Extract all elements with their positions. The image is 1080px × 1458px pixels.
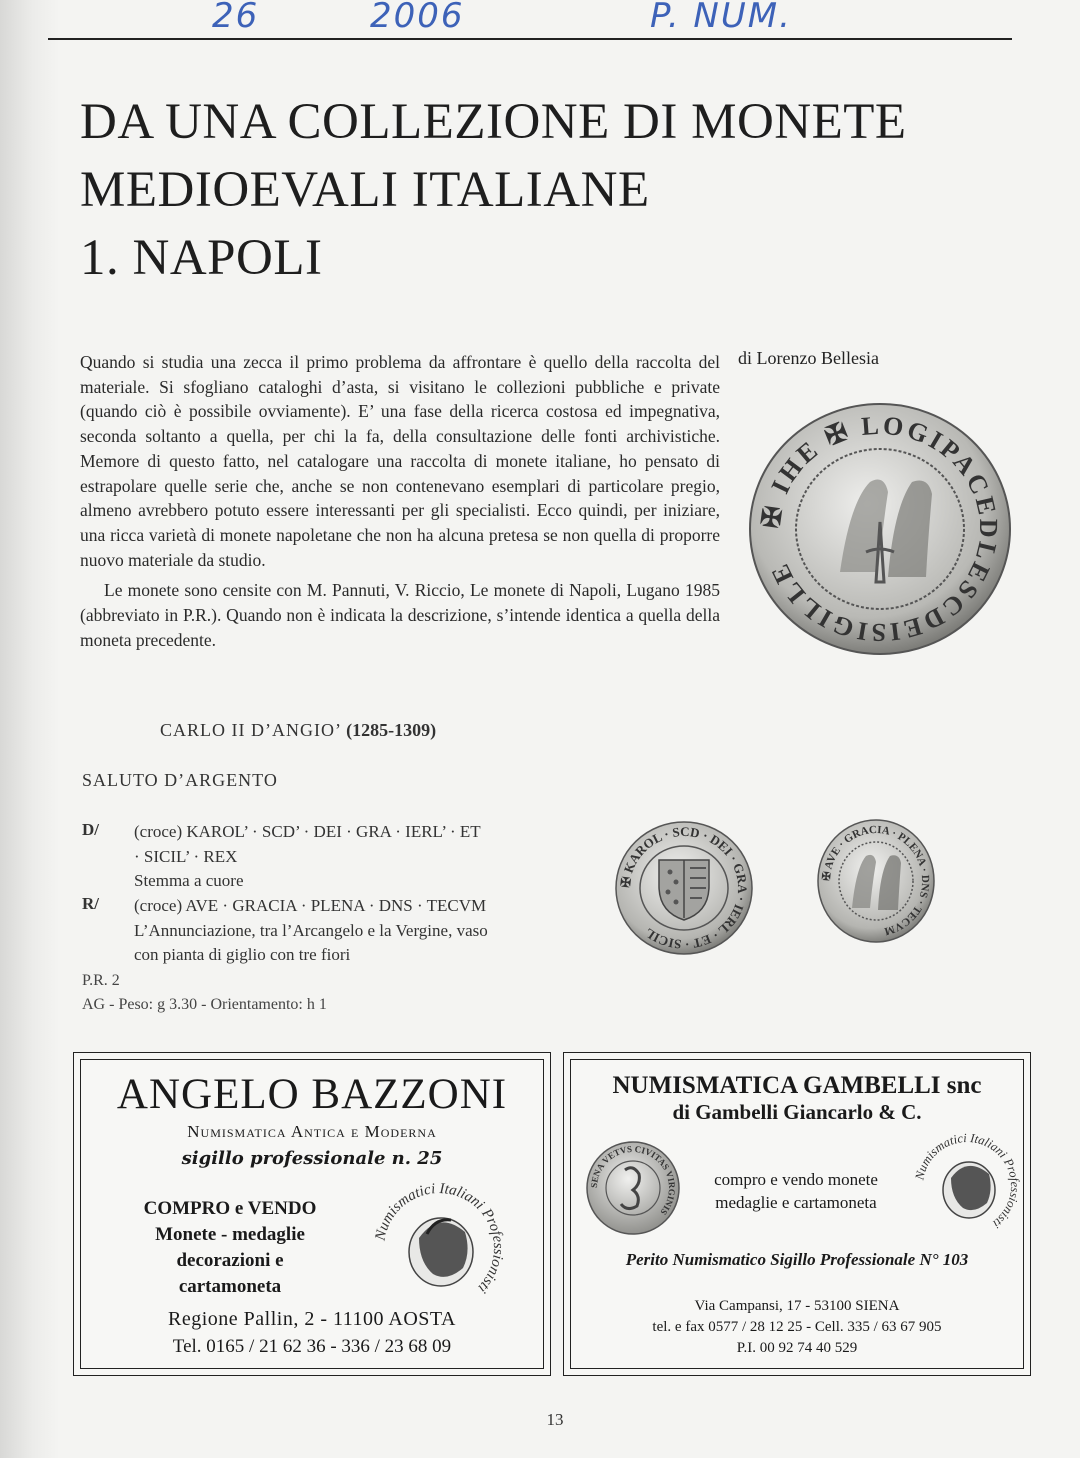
saluto-coin-obverse-image [614,820,754,956]
reverse-label: R/ [82,894,99,913]
obverse-line-2: · SICIL’ · REX [134,846,238,866]
obverse-label: D/ [82,820,99,839]
gambelli-name: NUMISMATICA GAMBELLI snc [612,1072,982,1099]
paragraph-1: Quando si studia una zecca il primo problema da affrontare è quello della raccolta del materiale. Si sfogliano cataloghi d’asta, si visitano le collezioni pubbliche e private (quando ciò è possibile ovviamente). E’ una fase della ricerca costosa ed impegnativa, seconda soltanto a quella, per chi la fa, della consultazione delle fonti archivistiche. Memore di questo fatto, nel catalogare una raccolta di monete italiane, ho pensato di estrapolare quelle serie che, anche se non contenevano esemplari di particolare pregio, almeno avrebbero potuto essere interessanti per gli specialisti. Ecco quindi, per iniziare, una ricca varietà di monete napoletane che non ha alcuna pretesa se non quella di proporre nuovo materiale da studio. [80,352,720,570]
reverse-line-2: L’Annunciazione, tra l’Arcangelo e la Vergine, vaso [134,920,488,940]
title-line-1: DA UNA COLLEZIONE DI MONETE [80,94,907,150]
gambelli-logo-text: Numismatici Italiani Professionisti [912,1130,1023,1231]
reverse-line-1: (croce) AVE · GRACIA · PLENA · DNS · TECVM [134,896,487,915]
coin-type-heading: SALUTO D’ARGENTO [82,770,278,790]
numismatici-italiani-logo-2 [911,1130,1023,1242]
gambelli-phone: tel. e fax 0577 / 28 12 25 - Cell. 335 / 63 67 905 [652,1319,942,1335]
reverse-coin-legend: ✠ AVE · GRACIA · PLENA · DNS · TECVM [820,823,932,938]
page-number: 13 [546,1410,564,1429]
gambelli-offer-line-1: compro e vendo monete [714,1170,878,1189]
advertisement-gambelli [563,1052,1031,1376]
numismatici-italiani-logo [369,1178,509,1314]
large-coin-legend: ✠ IHE ✠ LOGIPACEDLESCDEISIGILLE [756,410,1004,648]
article-body [80,350,720,658]
bazzoni-offer [105,1196,355,1300]
title-line-3: 1. NAPOLI [80,230,323,286]
bazzoni-subtitle: Numismatica Antica e Moderna [187,1122,437,1141]
gambelli-offer-line-2: medaglie e cartamoneta [715,1193,877,1212]
metal-weight-orientation: AG - Peso: g 3.30 - Orientamento: h 1 [82,996,327,1013]
reverse-line-3: con pianta di giglio con tre fiori [134,945,351,965]
title-line-2: MEDIOEVALI ITALIANE [80,162,650,218]
gambelli-coin-image [585,1140,681,1236]
gambelli-contacts [571,1296,1023,1359]
reference-pr: P.R. 2 [82,972,120,989]
saluto-coin-reverse-image [816,818,936,944]
bazzoni-address: Regione Pallin, 2 - 11100 AOSTA [168,1308,456,1330]
saluto-coin-image-large [748,402,1012,656]
bazzoni-offer-line-4: cartamoneta [178,1276,282,1297]
obverse-line-3: Stemma a cuore [134,871,244,891]
header-rule [48,38,1012,40]
gambelli-offer [691,1168,901,1214]
gambelli-address: Via Campansi, 17 - 53100 SIENA [694,1298,900,1314]
paragraph-2: Le monete sono censite con M. Pannuti, V. Riccio, Le monete di Napoli, Lugano 1985 (abbreviato in P.R.). Quando non è indicata la descrizione, s’intende identica a quella della moneta precedente. [80,580,720,650]
handwritten-note-1: 26 [212,0,260,36]
handwritten-note-2: 2006 [370,0,465,36]
article-title [80,88,907,292]
bazzoni-logo-text: Numismatici Italiani Professionisti [372,1180,507,1296]
section-heading [160,720,436,741]
obverse-coin-legend: ✠ KAROL · SCD · DEI · GRA · IERL · ET · SICIL [617,823,751,953]
gambelli-perito: Perito Numismatico Sigillo Professionale N° 103 [625,1250,969,1269]
handwritten-note-3: P. NUM. [650,0,792,36]
bazzoni-offer-line-1: COMPRO e VENDO [143,1198,317,1219]
ruler-years: (1285-1309) [346,720,437,740]
page-binding-shadow [0,0,60,1458]
obverse-line-1: (croce) KAROL’ · SCD’ · DEI · GRA · IERL’ · ET [134,822,481,841]
bazzoni-offer-line-3: decorazioni e [176,1250,284,1271]
bazzoni-seal: sigillo professionale n. 25 [181,1148,443,1169]
bazzoni-offer-line-2: Monete - medaglie [155,1224,305,1245]
bazzoni-name: ANGELO BAZZONI [116,1071,508,1118]
gambelli-subtitle: di Gambelli Giancarlo & C. [672,1100,922,1124]
gambelli-coin-legend: SENA VETVS CIVITAS VIRGINIS [588,1143,678,1217]
bazzoni-phone: Tel. 0165 / 21 62 36 - 336 / 23 68 09 [172,1336,452,1357]
advertisement-bazzoni [73,1052,551,1376]
gambelli-vat: P.I. 00 92 74 40 529 [736,1340,858,1356]
ruler-name: CARLO II D’ANGIO’ [160,720,341,740]
author-byline: di Lorenzo Bellesia [738,348,879,368]
